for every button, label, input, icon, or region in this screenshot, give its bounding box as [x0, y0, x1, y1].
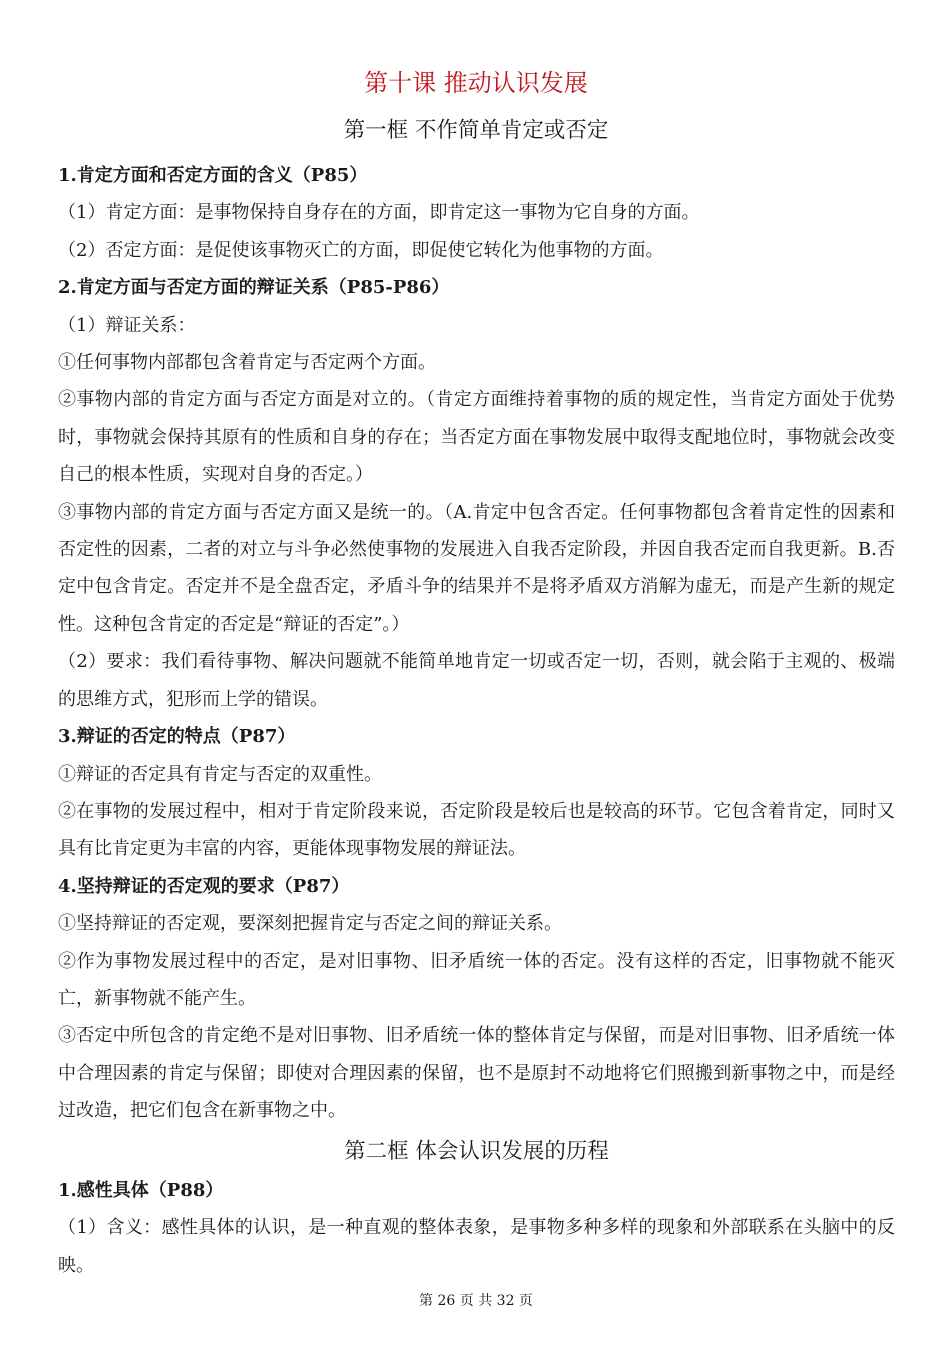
paragraph: ③否定中所包含的肯定绝不是对旧事物、旧矛盾统一体的整体肯定与保留，而是对旧事物、旧矛盾统一体中合理因素的肯定与保留；即使对合理因素的保留，也不是原封不动地将它们照搬到新事物之中，而是经过改造，把它们包含在新事物之中。: [58, 1025, 895, 1122]
paragraph: （1）肯定方面：是事物保持自身存在的方面，即肯定这一事物为它自身的方面。: [58, 202, 700, 224]
paragraph: （1）辩证关系：: [58, 314, 196, 336]
paragraph: ③事物内部的肯定方面与否定方面又是统一的。（A.肯定中包含否定。任何事物都包含着肯定性的因素和否定性的因素，二者的对立与斗争必然使事物的发展进入自我否定阶段，并因自我否定而自我更新。B.否定中包含肯定。否定并不是全盘否定，矛盾斗争的结果并不是将矛盾双方消解为虚无，而是产生新的规定性。这种包含肯定的否定是“辩证的否定”。）: [58, 501, 895, 635]
subheading: 1.肯定方面和否定方面的含义（P85）: [58, 165, 368, 186]
section-heading: 第二框 体会认识发展的历程: [344, 1138, 609, 1164]
paragraph: （2）要求：我们看待事物、解决问题就不能简单地肯定一切或否定一切，否则，就会陷于主观的、极端的思维方式，犯形而上学的错误。: [58, 651, 895, 710]
document-body: [58, 157, 895, 1284]
subheading: 1.感性具体（P88）: [58, 1179, 224, 1201]
section-2-body: [58, 1172, 895, 1284]
subheading: 4.坚持辩证的否定观的要求（P87）: [58, 875, 350, 897]
paragraph: ②事物内部的肯定方面与否定方面是对立的。（肯定方面维持着事物的质的规定性，当肯定方面处于优势时，事物就会保持其原有的性质和自身的存在；当否定方面在事物发展中取得支配地位时，事物就会改变自己的根本性质，实现对自身的否定。）: [58, 389, 895, 486]
paragraph: ①辩证的否定具有肯定与否定的双重性。: [58, 763, 382, 785]
subheading: 2.肯定方面与否定方面的辩证关系（P85-P86）: [58, 277, 450, 299]
section-heading: 第一框 不作简单肯定或否定: [343, 118, 609, 143]
lesson-title: 第十课 推动认识发展: [364, 69, 588, 97]
section-1-body: [58, 157, 895, 1130]
paragraph: ②作为事物发展过程中的否定，是对旧事物、旧矛盾统一体的否定。没有这样的否定，旧事物就不能灭亡，新事物就不能产生。: [58, 950, 895, 1009]
page-footer: 第 26 页 共 32 页: [419, 1293, 533, 1309]
paragraph: （1）含义：感性具体的认识，是一种直观的整体表象，是事物多种多样的现象和外部联系在头脑中的反映。: [58, 1217, 895, 1276]
paragraph: （2）否定方面：是促使该事物灭亡的方面，即促使它转化为他事物的方面。: [58, 239, 664, 261]
paragraph: ①任何事物内部都包含着肯定与否定两个方面。: [58, 352, 436, 374]
paragraph: ①坚持辩证的否定观，要深刻把握肯定与否定之间的辩证关系。: [58, 913, 562, 935]
subheading: 3.辩证的否定的特点（P87）: [58, 726, 296, 748]
paragraph: ②在事物的发展过程中，相对于肯定阶段来说，否定阶段是较后也是较高的环节。它包含着肯定，同时又具有比肯定更为丰富的内容，更能体现事物发展的辩证法。: [58, 800, 895, 860]
